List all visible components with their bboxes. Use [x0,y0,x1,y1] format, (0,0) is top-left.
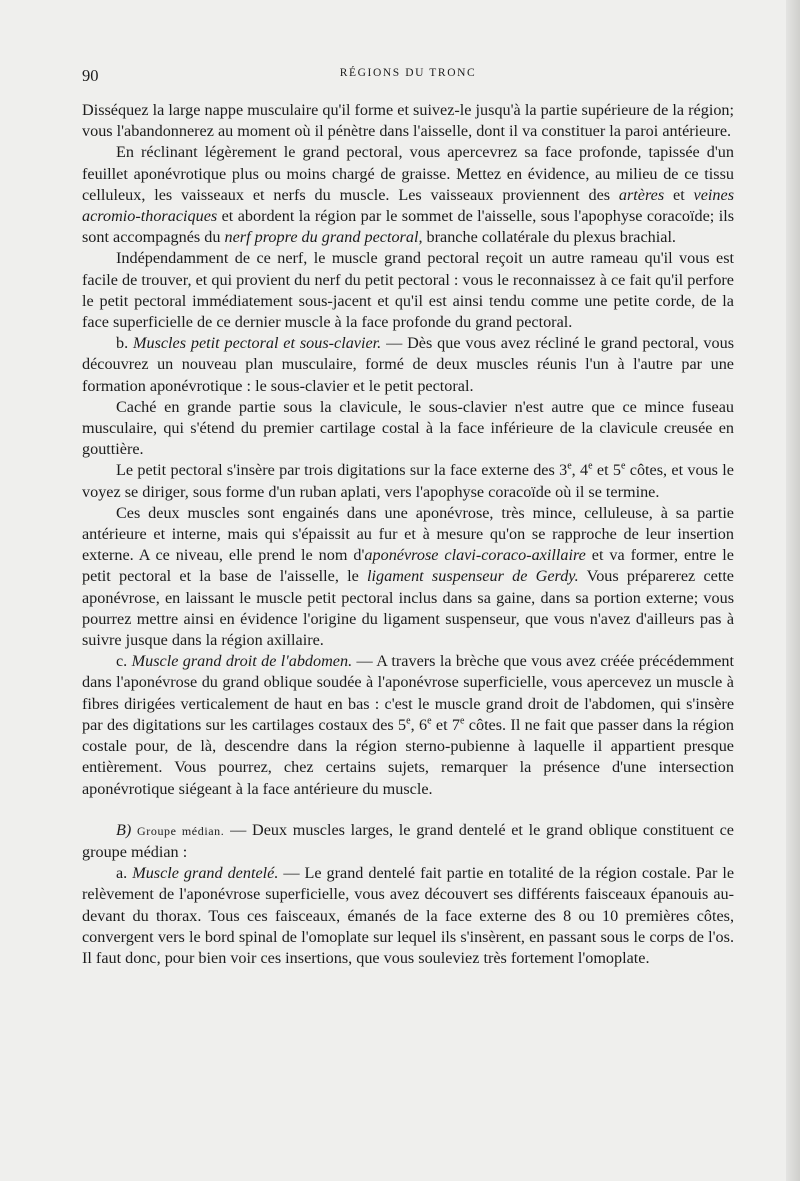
text: Vous préparerez cette aponévrose, en laissant le muscle petit pectoral inclus dans sa gaine, dans sa portion externe; vous pourrez mettre ainsi en évidence l'origine du ligament suspenseur, que vous n'avez d'ailleurs pas à suivre jusque dans la région axillaire. [82,567,734,650]
page-body [82,100,734,969]
text: branche collatérale du plexus brachial. [422,228,676,247]
section-title: Groupe médian. [137,823,225,838]
text: et va former, entre le petit pectoral et la base de l'aisselle, le [82,546,734,586]
text: côtes. Il ne fait que passer dans la région costale pour, de là, descendre dans la région sterno-pubienne à laquelle il appartient presque entièrement. Vous pourrez, chez certains sujets, remarquer la présence d'une intersection aponévrotique siégeant à la face antérieure du muscle. [82,715,735,798]
page-number: 90 [82,66,99,85]
superscript: e [427,715,432,727]
section-title: Muscle grand droit de l'abdomen. [131,652,353,671]
superscript: e [406,715,411,727]
section-title: Muscles petit pectoral et sous-clavier. [133,334,382,353]
page-header [82,66,734,88]
superscript: e [460,715,465,727]
paragraph-3: Indépendamment de ce nerf, le muscle grand pectoral reçoit un autre rameau qu'il vous est facile de trouver, et qui provient du nerf du petit pectoral : vous le reconnaissez à ce fait qu'il perfore le petit pectoral immédiatement sous-jacent et qu'il est ainsi tendu comme une petite corde, de la face superficielle de ce dernier muscle à la face profonde du grand pectoral. [82,249,734,332]
superscript: e [588,461,593,473]
paragraph-1: Disséquez la large nappe musculaire qu'il forme et suivez-le jusqu'à la partie supérieure de la région; vous l'abandonnerez au moment où il pénètre dans l'aisselle, dont il va constituer la paroi antérieure. [82,101,734,141]
section-B-groupe-median [82,820,734,863]
text: — Le grand dentelé fait partie en totalité de la région costale. Par le relèvement de l'aponévrose superficielle, vous avez découvert ses différents faisceaux épanouis au-devant du thorax. Tous ces faisceaux, émanés de la face externe des 8 ou 10 premières côtes, convergent vers le bord spinal de l'omoplate sur lequel ils s'insèrent, en passant sous le corps de l'os. Il faut donc, pour bien voir ces insertions, que vous souleviez très fortement l'omoplate. [82,864,735,967]
text: En réclinant légèrement le grand pectoral, vous apercevrez sa face profonde, tapissée d'un feuillet aponévrotique plus ou moins chargé de graisse. Mettez en évidence, au milieu de ce tissu celluleux, les vaisseaux et nerfs du muscle. Les vaisseaux proviennent des [82,143,734,204]
emphasis: veines acromio-thoraciques [82,185,734,226]
text: et [664,185,694,204]
text: — Deux muscles larges, le grand dentelé et le grand oblique constituent ce groupe médian : [82,820,734,861]
text: Le petit pectoral s'insère par trois digitations sur la face externe des 3 [116,461,568,480]
emphasis: artères [618,185,665,204]
running-title: RÉGIONS DU TRONC [339,67,477,79]
text: Ces deux muscles sont engainés dans une aponévrose, très mince, celluleuse, à sa partie antérieure et interne, mais qui s'épaissit au fur et à mesure qu'on se rapproche de leur insertion externe. A ce niveau, elle prend le nom d' [82,503,734,565]
section-b-muscles-petit-pectoral [82,333,734,397]
section-letter: a. [116,864,128,883]
section-a-grand-dentele [82,863,734,969]
text: et 7 [431,715,460,734]
text: et abordent la région par le sommet de l'aisselle, sous l'apophyse coracoïde; ils sont accompagnés du [82,207,734,247]
emphasis: nerf propre du grand pectoral, [224,228,423,247]
section-letter: B) [116,820,132,839]
text: , 4 [571,461,589,480]
paragraph-2 [82,142,734,248]
text: — Dès que vous avez récliné le grand pectoral, vous découvrez un nouveau plan musculaire, formé de deux muscles réunis l'un à l'autre par une formation aponévrotique : le sous-clavier et le petit pectoral. [82,334,734,395]
text: — A travers la brèche que vous avez créée précédemment dans l'aponévrose du grand oblique soudée à l'aponévrose superficielle, vous apercevez un muscle à fibres dirigées verticalement de haut en bas : c'est le muscle grand droit de l'abdomen, qui s'insère par des digitations sur les cartilages costaux des 5 [82,652,735,734]
superscript: e [567,461,572,473]
paragraph-6 [82,460,734,502]
section-c-grand-droit [82,651,734,799]
paragraph-7 [82,503,734,651]
text: côtes, et vous le voyez se diriger, sous forme d'un ruban aplati, vers l'apophyse coracoïde où il se termine. [82,461,734,501]
emphasis: ligament suspenseur de Gerdy. [367,567,579,586]
section-letter: b. [116,334,129,353]
paragraph-5: Caché en grande partie sous la clavicule, le sous-clavier n'est autre que ce mince fuseau musculaire, qui s'étend du premier cartilage costal à la face inférieure de la clavicule creusée en gouttière. [82,397,734,459]
superscript: e [621,461,626,473]
text: et 5 [592,461,621,480]
page-edge-shadow [786,0,800,1181]
section-title: Muscle grand dentelé. [132,864,279,883]
emphasis: aponévrose clavi-coraco-axillaire [364,546,586,565]
text: , 6 [410,715,428,734]
section-letter: c. [116,652,128,671]
